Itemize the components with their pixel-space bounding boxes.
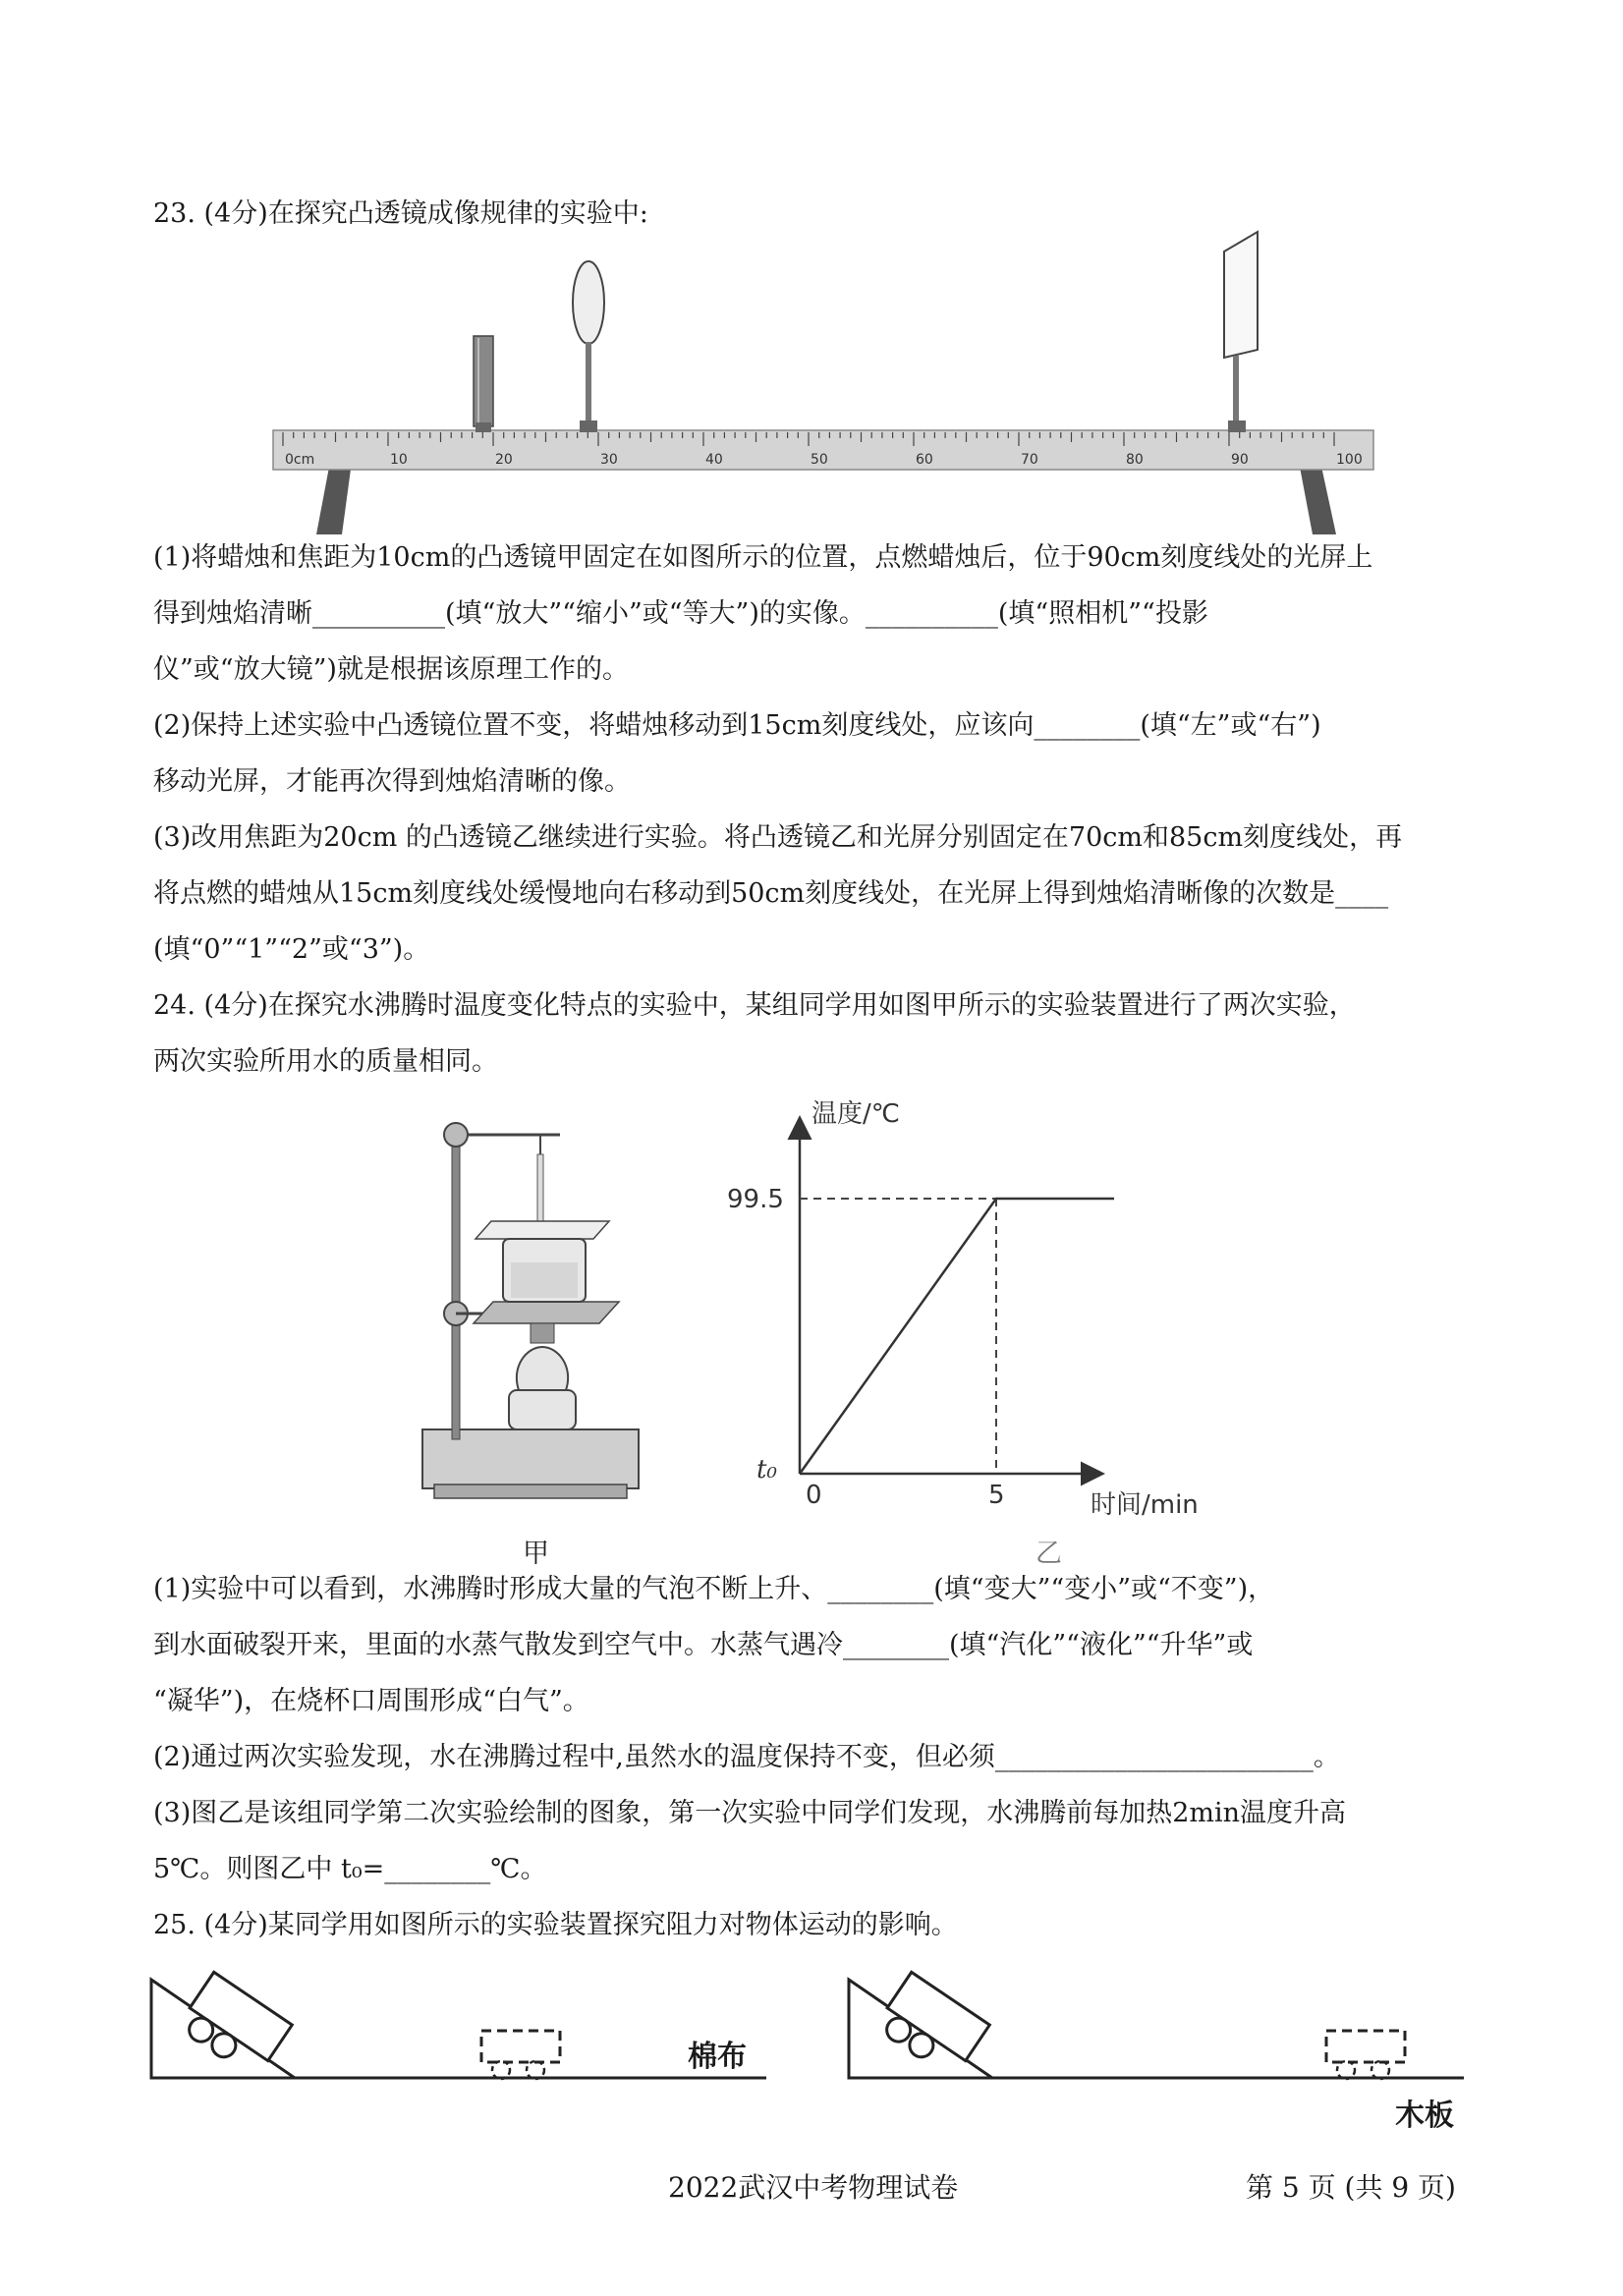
ruler-label: 90 (1231, 452, 1249, 468)
q23-part1-line2: 得到烛焰清晰__________(填“放大”“缩小”或“等大”)的实像。__________(填“照相机”“投影 (153, 598, 1208, 629)
x-tick-0: 0 (806, 1481, 822, 1510)
incline-cotton-figure (147, 1950, 776, 2147)
temperature-time-chart (727, 1100, 1238, 1533)
q23-part2-line1: (2)保持上述实验中凸透镜位置不变，将蜡烛移动到15cm刻度线处，应该向________(填“左”或“右”) (153, 710, 1321, 741)
ruler-label: 80 (1126, 452, 1144, 468)
footer-page-number: 第 5 页 (共 9 页) (1246, 2171, 1456, 2204)
optical-bench-figure (265, 228, 1385, 542)
ruler-label: 30 (600, 452, 618, 468)
ruler-label: 50 (811, 452, 828, 468)
series-line (800, 1199, 1114, 1474)
bench-leg-left (316, 462, 352, 534)
surface-label-wood: 木板 (1395, 2099, 1454, 2133)
y-tick-boil: 99.5 (727, 1185, 784, 1214)
y-tick-t0: t₀ (756, 1455, 777, 1484)
q24-part1-line2: 到水面破裂开来，里面的水蒸气散发到空气中。水蒸气遇冷________(填“汽化”“液化”“升华”或 (153, 1630, 1254, 1660)
candle (474, 336, 493, 432)
q23-part3-line1: (3)改用焦距为20cm 的凸透镜乙继续进行实验。将凸透镜乙和光屏分别固定在70cm和85cm刻度线处，再 (153, 822, 1403, 853)
q25-heading: 25. (4分)某同学用如图所示的实验装置探究阻力对物体运动的影响。 (153, 1910, 958, 1940)
q23-part3-line2: 将点燃的蜡烛从15cm刻度线处缓慢地向右移动到50cm刻度线处，在光屏上得到烛焰清晰像的次数是____ (153, 878, 1389, 909)
x-axis-label: 时间/min (1091, 1490, 1199, 1520)
q24-part1-line3: “凝华”)，在烧杯口周围形成“白气”。 (153, 1686, 589, 1716)
q24-heading-line1: 24. (4分)在探究水沸腾时温度变化特点的实验中，某组同学用如图甲所示的实验装置进行了两次实验， (153, 990, 1356, 1021)
q23-part3-line3: (填“0”“1”“2”或“3”)。 (153, 934, 430, 965)
boiling-apparatus-figure (413, 1095, 648, 1528)
ruler-label: 40 (705, 452, 723, 468)
stand-rod (452, 1125, 460, 1439)
ruler-label: 60 (916, 452, 933, 468)
light-screen (1224, 232, 1258, 432)
q24-part3-line1: (3)图乙是该组同学第二次实验绘制的图象，第一次实验中同学们发现，水沸腾前每加热2min温度升高 (153, 1798, 1347, 1828)
q24-heading-line2: 两次实验所用水的质量相同。 (153, 1046, 498, 1077)
ruler-label: 100 (1336, 452, 1363, 468)
ruler-label: 10 (390, 452, 408, 468)
q23-part1-line3: 仪”或“放大镜”)就是根据该原理工作的。 (153, 654, 629, 685)
y-axis-label: 温度/℃ (812, 1100, 900, 1129)
ruler-label: 70 (1021, 452, 1038, 468)
footer-title: 2022武汉中考物理试卷 (668, 2171, 959, 2204)
convex-lens (573, 261, 604, 432)
beaker-lid (476, 1221, 609, 1239)
q23-part2-line2: 移动光屏，才能再次得到烛焰清晰的像。 (153, 766, 631, 797)
surface-label-cotton: 棉布 (688, 2040, 747, 2074)
alcohol-lamp (517, 1347, 568, 1390)
bench-leg-right (1299, 462, 1336, 534)
q24-part2-line1: (2)通过两次实验发现，水在沸腾过程中,虽然水的温度保持不变，但必须________________________。 (153, 1742, 1340, 1772)
q23-heading: 23. (4分)在探究凸透镜成像规律的实验中: (153, 198, 648, 229)
q24-part1-line1: (1)实验中可以看到，水沸腾时形成大量的气泡不断上升、________(填“变大”“变小”或“不变”)， (153, 1574, 1275, 1604)
incline-wood-figure (845, 1950, 1474, 2147)
x-tick-5: 5 (988, 1481, 1005, 1510)
fig-yi-caption: 乙 (1035, 1539, 1062, 1569)
fig-jia-caption: 甲 (523, 1539, 549, 1569)
q23-part1-line1: (1)将蜡烛和焦距为10cm的凸透镜甲固定在如图所示的位置，点燃蜡烛后，位于90cm刻度线处的光屏上 (153, 542, 1373, 573)
q24-part3-line2: 5℃。则图乙中 t₀=________℃。 (153, 1854, 547, 1884)
ruler-label: 20 (495, 452, 513, 468)
ruler-label: 0cm (285, 452, 315, 468)
